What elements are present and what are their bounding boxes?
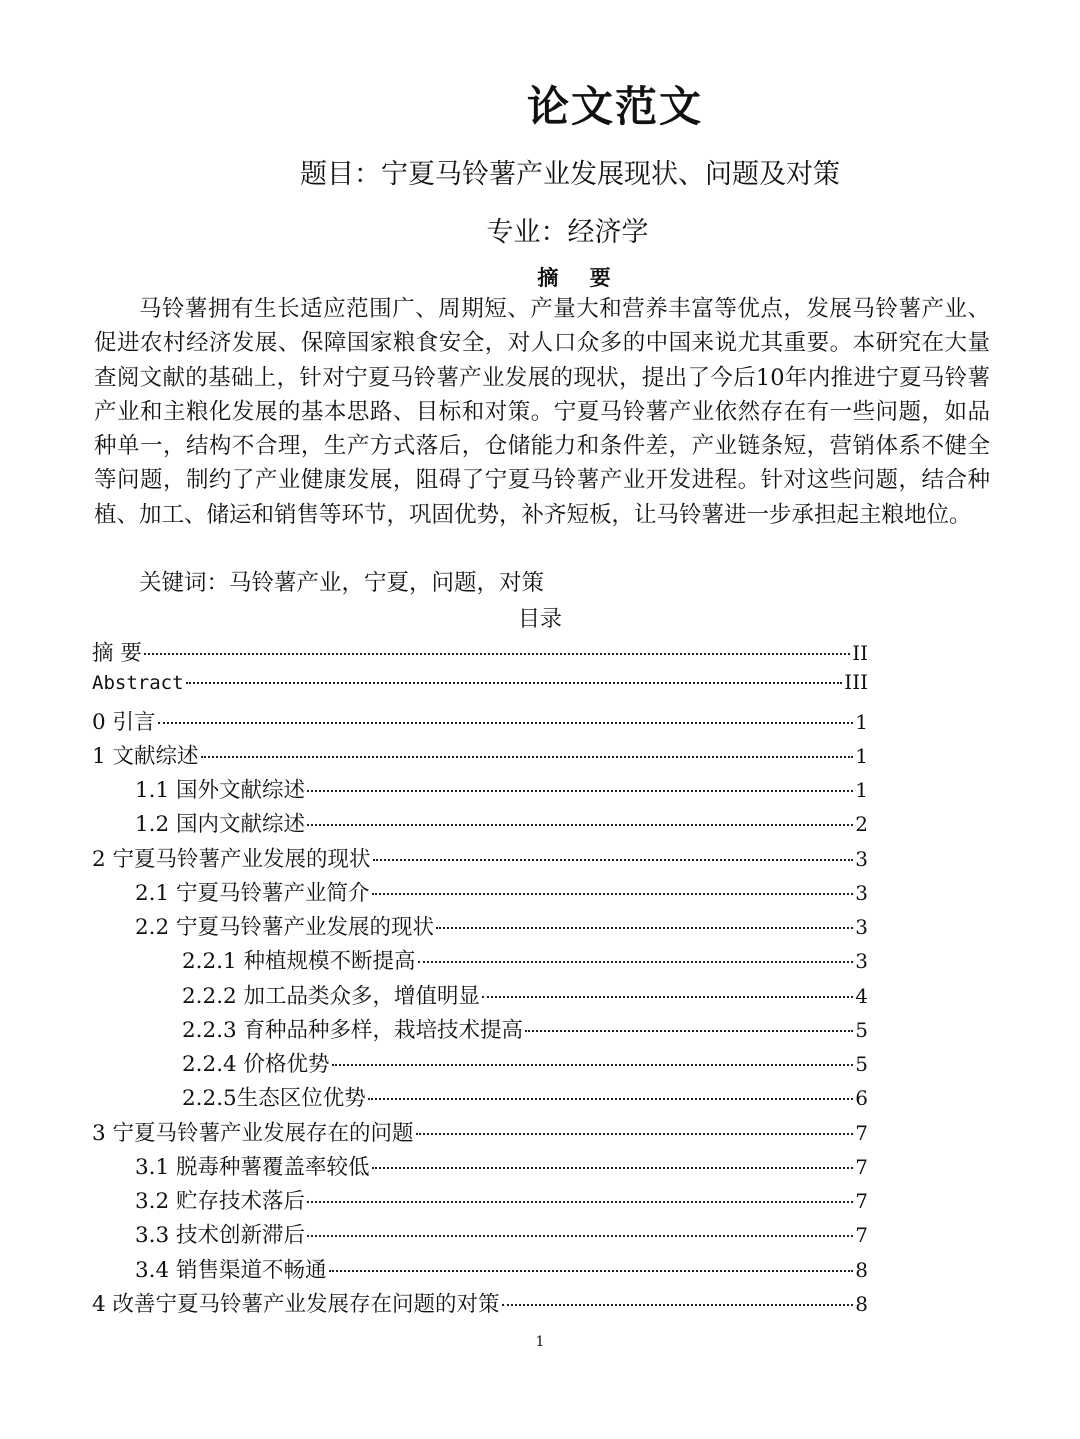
table-of-contents <box>92 636 868 1321</box>
toc-entry-title: 2.2.2 加工品类众多，增值明显 <box>182 983 481 1009</box>
toc-dot-leader <box>525 1030 853 1032</box>
toc-entry-title: 3.2 贮存技术落后 <box>135 1189 306 1214</box>
toc-entry[interactable] <box>92 944 868 978</box>
toc-entry-page: 6 <box>855 1086 868 1111</box>
toc-dot-leader <box>373 859 854 861</box>
toc-entry-page: 7 <box>855 1223 868 1248</box>
toc-entry-title: 1 文献综述 <box>92 743 199 769</box>
toc-entry[interactable] <box>92 807 868 841</box>
toc-heading: 目录 <box>517 607 562 632</box>
toc-dot-leader <box>158 722 854 724</box>
keywords-line: 关键词：马铃薯产业，宁夏，问题，对策 <box>139 570 545 596</box>
toc-entry-page: 3 <box>855 846 868 871</box>
toc-entry-title: 3.4 销售渠道不畅通 <box>135 1257 327 1283</box>
toc-entry[interactable] <box>92 1047 868 1081</box>
toc-dot-leader <box>144 653 850 655</box>
toc-entry-page: 5 <box>855 1052 868 1076</box>
toc-dot-leader <box>436 927 853 929</box>
toc-dot-leader <box>201 756 854 758</box>
toc-entry-page: 7 <box>855 1120 868 1145</box>
toc-entry[interactable] <box>92 1081 868 1115</box>
toc-entry-title: 摘 要 <box>92 641 142 666</box>
toc-entry-title: 1.2 国内文献综述 <box>135 812 306 838</box>
toc-dot-leader <box>416 1133 854 1135</box>
toc-entry-title: 3.1 脱毒种薯覆盖率较低 <box>135 1154 370 1180</box>
toc-entry-title: 2.1 宁夏马铃薯产业简介 <box>135 880 370 906</box>
toc-entry-title: 2.2.1 种植规模不断提高 <box>182 949 416 975</box>
toc-entry[interactable] <box>92 1287 868 1321</box>
toc-entry-page: 7 <box>855 1154 868 1179</box>
toc-entry[interactable] <box>92 1150 868 1184</box>
page-number: 1 <box>535 1334 545 1350</box>
toc-entry-title: 2 宁夏马铃薯产业发展的现状 <box>92 846 371 872</box>
toc-entry-title: 2.2.3 育种品种多样，栽培技术提高 <box>182 1017 524 1043</box>
abstract-heading: 摘 要 <box>537 265 623 290</box>
toc-entry[interactable] <box>92 739 868 773</box>
abstract-body: 马铃薯拥有生长适应范围广、周期短、产量大和营养丰富等优点，发展马铃薯产业、促进农村经济发展、保障国家粮食安全，对人口众多的中国来说尤其重要。本研究在大量查阅文献的基础上，针对宁夏马铃薯产业发展的现状，提出了今后10年内推进宁夏马铃薯产业和主粮化发展的基本思路、目标和对策。宁夏马铃薯产业依然存在有一些问题，如品种单一，结构不合理，生产方式落后，仓储能力和条件差，产业链条短，营销体系不健全等问题，制约了产业健康发展，阻碍了宁夏马铃薯产业开发进程。针对这些问题，结合种植、加工、储运和销售等环节，巩固优势，补齐短板，让马铃薯进一步承担起主粮地位。 <box>94 296 990 528</box>
toc-entry-page: 2 <box>855 812 868 837</box>
toc-entry-page: 3 <box>855 915 868 939</box>
toc-entry[interactable] <box>92 670 868 704</box>
toc-entry[interactable] <box>92 1253 868 1287</box>
toc-entry-title: Abstract <box>92 672 184 695</box>
toc-entry-page: 1 <box>855 743 868 768</box>
toc-entry[interactable] <box>92 636 868 670</box>
toc-dot-leader <box>186 682 843 684</box>
toc-dot-leader <box>368 1098 854 1100</box>
toc-entry-page: 1 <box>855 709 868 734</box>
toc-entry-title: 1.1 国外文献综述 <box>135 778 306 803</box>
toc-entry[interactable] <box>92 979 868 1013</box>
document-title: 论文范文 <box>526 82 703 131</box>
toc-entry-title: 2.2.4 价格优势 <box>182 1052 330 1077</box>
toc-entry-title: 2.2 宁夏马铃薯产业发展的现状 <box>135 915 435 940</box>
toc-dot-leader <box>372 893 854 895</box>
toc-entry-page: 3 <box>855 880 868 905</box>
toc-dot-leader <box>418 961 854 963</box>
toc-entry-page: 8 <box>855 1257 868 1282</box>
toc-entry-page: 5 <box>855 1017 868 1042</box>
toc-dot-leader <box>307 1201 853 1203</box>
toc-entry[interactable] <box>92 705 868 739</box>
thesis-subject: 题目：宁夏马铃薯产业发展现状、问题及对策 <box>300 159 840 190</box>
toc-entry-page: 1 <box>855 778 868 802</box>
toc-dot-leader <box>329 1270 854 1272</box>
toc-entry-page: 7 <box>855 1189 868 1213</box>
toc-entry[interactable] <box>92 842 868 876</box>
toc-entry-page: 8 <box>855 1291 868 1316</box>
toc-dot-leader <box>307 790 853 792</box>
toc-entry-page: 4 <box>855 983 868 1008</box>
toc-entry-title: 0 引言 <box>92 709 156 735</box>
toc-entry-title: 4 改善宁夏马铃薯产业发展存在问题的对策 <box>92 1291 500 1317</box>
toc-entry[interactable] <box>92 1184 868 1218</box>
toc-dot-leader <box>372 1167 854 1169</box>
toc-entry[interactable] <box>92 1013 868 1047</box>
toc-entry-title: 3 宁夏马铃薯产业发展存在的问题 <box>92 1120 414 1146</box>
thesis-major: 专业：经济学 <box>486 217 649 248</box>
toc-entry[interactable] <box>92 876 868 910</box>
toc-entry[interactable] <box>92 910 868 944</box>
toc-entry-page: 3 <box>855 949 868 974</box>
toc-entry-title: 3.3 技术创新滞后 <box>135 1223 306 1249</box>
toc-entry[interactable] <box>92 773 868 807</box>
toc-dot-leader <box>307 824 853 826</box>
toc-entry-title: 2.2.5生态区位优势 <box>182 1086 366 1112</box>
toc-dot-leader <box>482 996 853 998</box>
toc-entry[interactable] <box>92 1116 868 1150</box>
toc-entry-page: III <box>844 670 868 695</box>
toc-entry-page: II <box>852 641 868 665</box>
toc-dot-leader <box>307 1235 853 1237</box>
toc-dot-leader <box>332 1064 854 1066</box>
toc-entry[interactable] <box>92 1218 868 1252</box>
toc-dot-leader <box>502 1304 854 1306</box>
